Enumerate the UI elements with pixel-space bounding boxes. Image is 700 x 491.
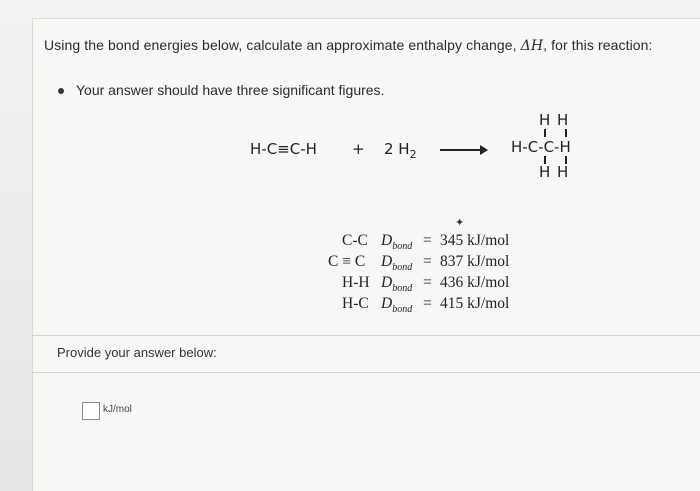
- bond-energy-value: 837 kJ/mol: [440, 253, 510, 270]
- instruction-text: Your answer should have three significant figures.: [76, 82, 385, 98]
- product-bottom-hydrogens: H H: [539, 163, 570, 181]
- hydrogen-coefficient: 2 H: [384, 140, 410, 158]
- unit-label: kJ/mol: [103, 404, 132, 415]
- product-ethane-chain: H-C-C-H: [511, 138, 571, 156]
- bond-name: H-H: [342, 274, 370, 291]
- section-divider: [32, 372, 700, 373]
- equals-sign: =: [423, 253, 432, 270]
- bond-energy-value: 436 kJ/mol: [440, 274, 510, 291]
- bond-line-top-left: [544, 129, 546, 137]
- bond-name: C ≡ C: [328, 253, 366, 270]
- hydrogen-subscript: 2: [409, 148, 417, 161]
- bond-line-top-right: [565, 129, 567, 137]
- question-text: [44, 37, 653, 54]
- bond-name: C-C: [342, 232, 368, 249]
- bullet-icon: [58, 88, 64, 94]
- bond-energy-symbol: $D_{bond}$: [381, 232, 413, 253]
- delta-h-symbol: ΔH: [520, 38, 544, 54]
- bond-energy-value: 345 kJ/mol: [440, 232, 510, 249]
- answer-prompt: Provide your answer below:: [57, 345, 217, 360]
- question-suffix: , for this reaction:: [543, 37, 653, 53]
- mouse-cursor-icon: ✦: [455, 217, 465, 229]
- product-top-hydrogens: H H: [539, 111, 570, 129]
- equals-sign: =: [423, 295, 432, 312]
- section-divider: [32, 335, 700, 336]
- question-prefix: Using the bond energies below, calculate an approximate enthalpy change,: [44, 37, 521, 53]
- reactant-hydrogen: [384, 140, 417, 161]
- bond-energy-symbol: $D_{bond}$: [381, 295, 413, 316]
- reactant-acetylene: H-C≡C-H: [250, 140, 317, 158]
- bond-energy-value: 415 kJ/mol: [440, 295, 510, 312]
- equals-sign: =: [423, 232, 432, 249]
- plus-sign: +: [352, 140, 365, 158]
- reaction-arrow-icon: [440, 149, 486, 151]
- bond-name: H-C: [342, 295, 369, 312]
- bond-energy-symbol: $D_{bond}$: [381, 253, 413, 274]
- bond-energy-symbol: $D_{bond}$: [381, 274, 413, 295]
- answer-input[interactable]: [82, 402, 100, 420]
- equals-sign: =: [423, 274, 432, 291]
